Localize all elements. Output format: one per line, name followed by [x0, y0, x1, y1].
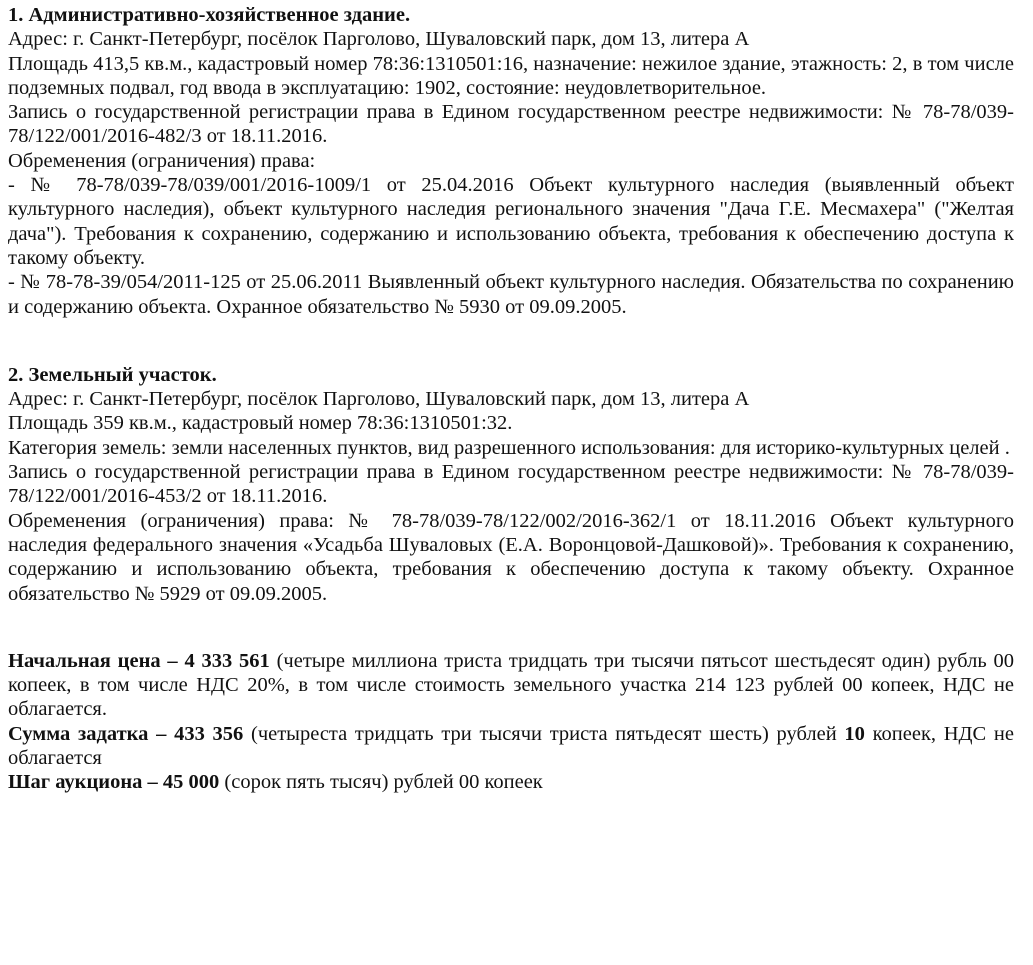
address-line: Адрес: г. Санкт-Петербург, посёлок Парголово, Шуваловский парк, дом 13, литера А	[8, 28, 750, 51]
deposit-label: Сумма задатка – 433 356	[8, 722, 244, 745]
start-price-text: (четыре миллиона триста тридцать три тысячи пятьсот шестьдесят один) рубль 00 копеек, в том числе НДС 20%, в том числе стоимость земельного участка 214 123 рублей 00 копеек, НДС не облагается.	[8, 649, 1014, 721]
registration-paragraph: Запись о государственной регистрации права в Едином государственном реестре недвижимости: № 78-78/039-78/122/001/2016-482/3 от 18.11.2016.	[8, 101, 1014, 148]
encumbrances-paragraph: Обременения (ограничения) права: № 78-78/039-78/122/002/2016-362/1 от 18.11.2016 Объект культурного наследия федерального значения «Усадьба Шуваловых (Е.А. Воронцовой-Дашковой)». Требования к сохранению, содержанию и использованию объекта, требования к обеспечению доступа к такому объекту. Охранное обязательство № 5929 от 09.09.2005.	[8, 509, 1014, 605]
deposit-paragraph	[8, 722, 1014, 771]
auction-step-text: (сорок пять тысяч) рублей 00 копеек	[219, 771, 543, 794]
auction-step-paragraph	[8, 770, 1014, 794]
section-heading: 1. Административно-хозяйственное здание.	[8, 4, 411, 26]
pricing-block	[8, 649, 1014, 795]
start-price-paragraph	[8, 649, 1014, 722]
encumbrance-item: - № 78-78-39/054/2011-125 от 25.06.2011 Выявленный объект культурного наследия. Обязательства по сохранению и содержанию объекта. Охранное обязательство № 5930 от 09.09.2005.	[8, 271, 1014, 318]
section-building	[8, 3, 1014, 319]
registration-paragraph: Запись о государственной регистрации права в Едином государственном реестре недвижимости: № 78-78/039-78/122/001/2016-453/2 от 18.11.2016.	[8, 461, 1014, 508]
section-heading: 2. Земельный участок.	[8, 363, 217, 386]
deposit-text: (четыреста тридцать три тысячи триста пятьдесят шесть) рублей	[243, 722, 845, 745]
category-paragraph: Категория земель: земли населенных пунктов, вид разрешенного использования: для историко-культурных целей .	[8, 436, 1010, 459]
section-land-plot	[8, 363, 1014, 606]
area-paragraph: Площадь 359 кв.м., кадастровый номер 78:36:1310501:32.	[8, 412, 513, 435]
section-spacer	[8, 319, 1014, 363]
address-line: Адрес: г. Санкт-Петербург, посёлок Парголово, Шуваловский парк, дом 13, литера А	[8, 388, 750, 411]
encumbrance-item: - № 78-78/039-78/039/001/2016-1009/1 от 25.04.2016 Объект культурного наследия (выявленный объект культурного наследия), объект культурного наследия регионального значения "Дача Г.Е. Месмахера" ("Желтая дача"). Требования к сохранению, содержанию и использованию объекта, требования к обеспечению доступа к такому объекту.	[8, 174, 1014, 269]
section-spacer	[8, 606, 1014, 649]
encumbrances-label: Обременения (ограничения) права:	[8, 149, 316, 172]
deposit-text-end: копеек, НДС не облагается	[8, 722, 1014, 770]
auction-step-label: Шаг аукциона – 45 000	[8, 771, 220, 794]
document-page	[8, 3, 1014, 795]
deposit-kopecks: 10	[844, 722, 865, 745]
area-paragraph: Площадь 413,5 кв.м., кадастровый номер 78:36:1310501:16, назначение: нежилое здание, этажность: 2, в том числе подземных подвал, год ввода в эксплуатацию: 1902, состояние: неудовлетворительное.	[8, 52, 1014, 99]
start-price-label: Начальная цена – 4 333 561	[8, 649, 270, 672]
